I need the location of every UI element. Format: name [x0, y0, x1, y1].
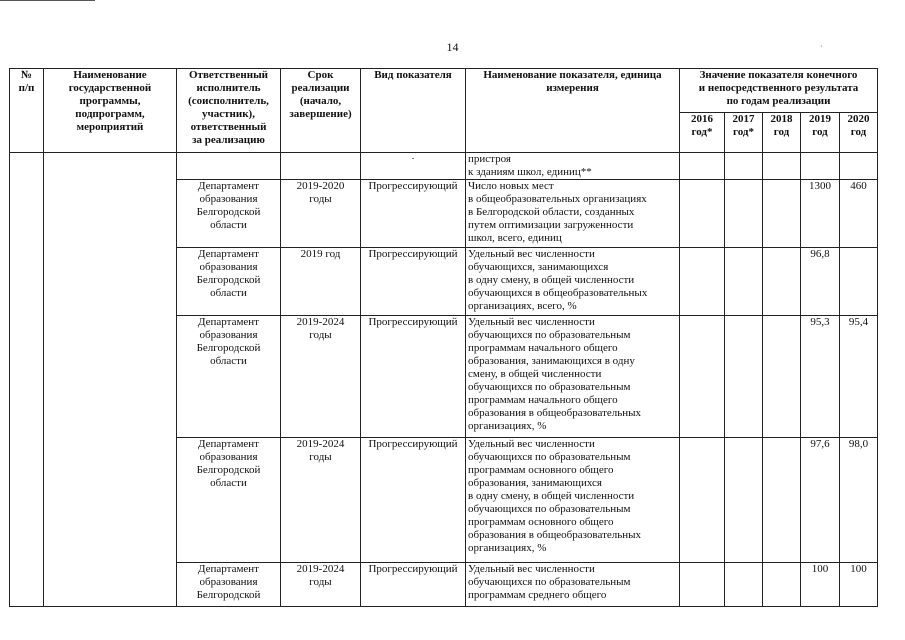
term-cell: 2019-2024 годы: [281, 563, 361, 607]
indicator-cell: Число новых мест в общеобразовательных организациях в Белгородской области, созданных путем оптимизации загруженности школ, всего, единиц: [466, 180, 680, 248]
header-num: № п/п: [10, 69, 44, 153]
value-2016: [680, 316, 725, 438]
term-cell: 2019 год: [281, 248, 361, 316]
value-2019: 96,8: [801, 248, 840, 316]
type-cell: Прогрессирующий: [361, 248, 466, 316]
executor-cell: Департамент образования Белгородской области: [177, 316, 281, 438]
value-2017: [725, 153, 763, 180]
value-2019: 1300: [801, 180, 840, 248]
term-cell: 2019-2020 годы: [281, 180, 361, 248]
table-row: [10, 153, 878, 180]
value-2016: [680, 438, 725, 563]
value-2020: [840, 153, 878, 180]
executor-cell: Департамент образования Белгородской: [177, 563, 281, 607]
header-year-2020: 2020 год: [840, 113, 878, 153]
header-type: Вид показателя: [361, 69, 466, 153]
value-2019: 97,6: [801, 438, 840, 563]
header-term: Срок реализации (начало, завершение): [281, 69, 361, 153]
value-2020: 95,4: [840, 316, 878, 438]
program-cell: [44, 153, 177, 607]
header-values: Значение показателя конечного и непосредственного результата по годам реализации: [680, 69, 878, 113]
type-cell: Прогрессирующий: [361, 563, 466, 607]
header-indicator: Наименование показателя, единица измерения: [466, 69, 680, 153]
term-cell: [281, 153, 361, 180]
indicator-cell: Удельный вес численности обучающихся, занимающихся в одну смену, в общей численности обучающихся в общеобразовательных организациях, всего, %: [466, 248, 680, 316]
value-2020: 460: [840, 180, 878, 248]
value-2020: 98,0: [840, 438, 878, 563]
value-2019: 95,3: [801, 316, 840, 438]
header-year-2019: 2019 год: [801, 113, 840, 153]
header-year-2016: 2016 год*: [680, 113, 725, 153]
value-2017: [725, 180, 763, 248]
value-2018: [763, 248, 801, 316]
value-2017: [725, 563, 763, 607]
indicator-cell: Удельный вес численности обучающихся по образовательным программам начального общего образования, занимающихся в одну смену, в общей численности обучающихся по образовательным программам начального общего образования в общеобразовательных организациях, %: [466, 316, 680, 438]
executor-cell: Департамент образования Белгородской области: [177, 248, 281, 316]
value-2018: [763, 316, 801, 438]
value-2016: [680, 248, 725, 316]
value-2017: [725, 248, 763, 316]
type-cell: Прогрессирующий: [361, 316, 466, 438]
indicator-cell: Удельный вес численности обучающихся по образовательным программам среднего общего: [466, 563, 680, 607]
executor-cell: [177, 153, 281, 180]
indicators-table: [9, 68, 878, 607]
value-2019: [801, 153, 840, 180]
value-2018: [763, 153, 801, 180]
executor-cell: Департамент образования Белгородской области: [177, 180, 281, 248]
value-2019: 100: [801, 563, 840, 607]
value-2017: [725, 316, 763, 438]
scan-edge-line: [0, 0, 95, 1]
indicator-cell: Удельный вес численности обучающихся по образовательным программам основного общего образования, занимающихся в одну смену, в общей численности обучающихся по образовательным программам основного общего образования в общеобразовательных организациях, %: [466, 438, 680, 563]
header-program: Наименование государственной программы, подпрограмм, мероприятий: [44, 69, 177, 153]
type-cell: Прогрессирующий: [361, 438, 466, 563]
type-cell: ·: [361, 153, 466, 180]
value-2018: [763, 438, 801, 563]
executor-cell: Департамент образования Белгородской области: [177, 438, 281, 563]
value-2018: [763, 563, 801, 607]
value-2020: 100: [840, 563, 878, 607]
type-cell: Прогрессирующий: [361, 180, 466, 248]
value-2016: [680, 153, 725, 180]
header-year-2018: 2018 год: [763, 113, 801, 153]
page-number: 14: [446, 40, 459, 54]
value-2016: [680, 180, 725, 248]
num-cell: [10, 153, 44, 607]
value-2017: [725, 438, 763, 563]
value-2018: [763, 180, 801, 248]
term-cell: 2019-2024 годы: [281, 438, 361, 563]
value-2016: [680, 563, 725, 607]
value-2020: [840, 248, 878, 316]
term-cell: 2019-2024 годы: [281, 316, 361, 438]
header-executor: Ответственный исполнитель (соисполнитель, участник), ответственный за реализацию: [177, 69, 281, 153]
indicator-cell: пристроя к зданиям школ, единиц**: [466, 153, 680, 180]
scan-speck: ·: [820, 42, 823, 51]
header-year-2017: 2017 год*: [725, 113, 763, 153]
